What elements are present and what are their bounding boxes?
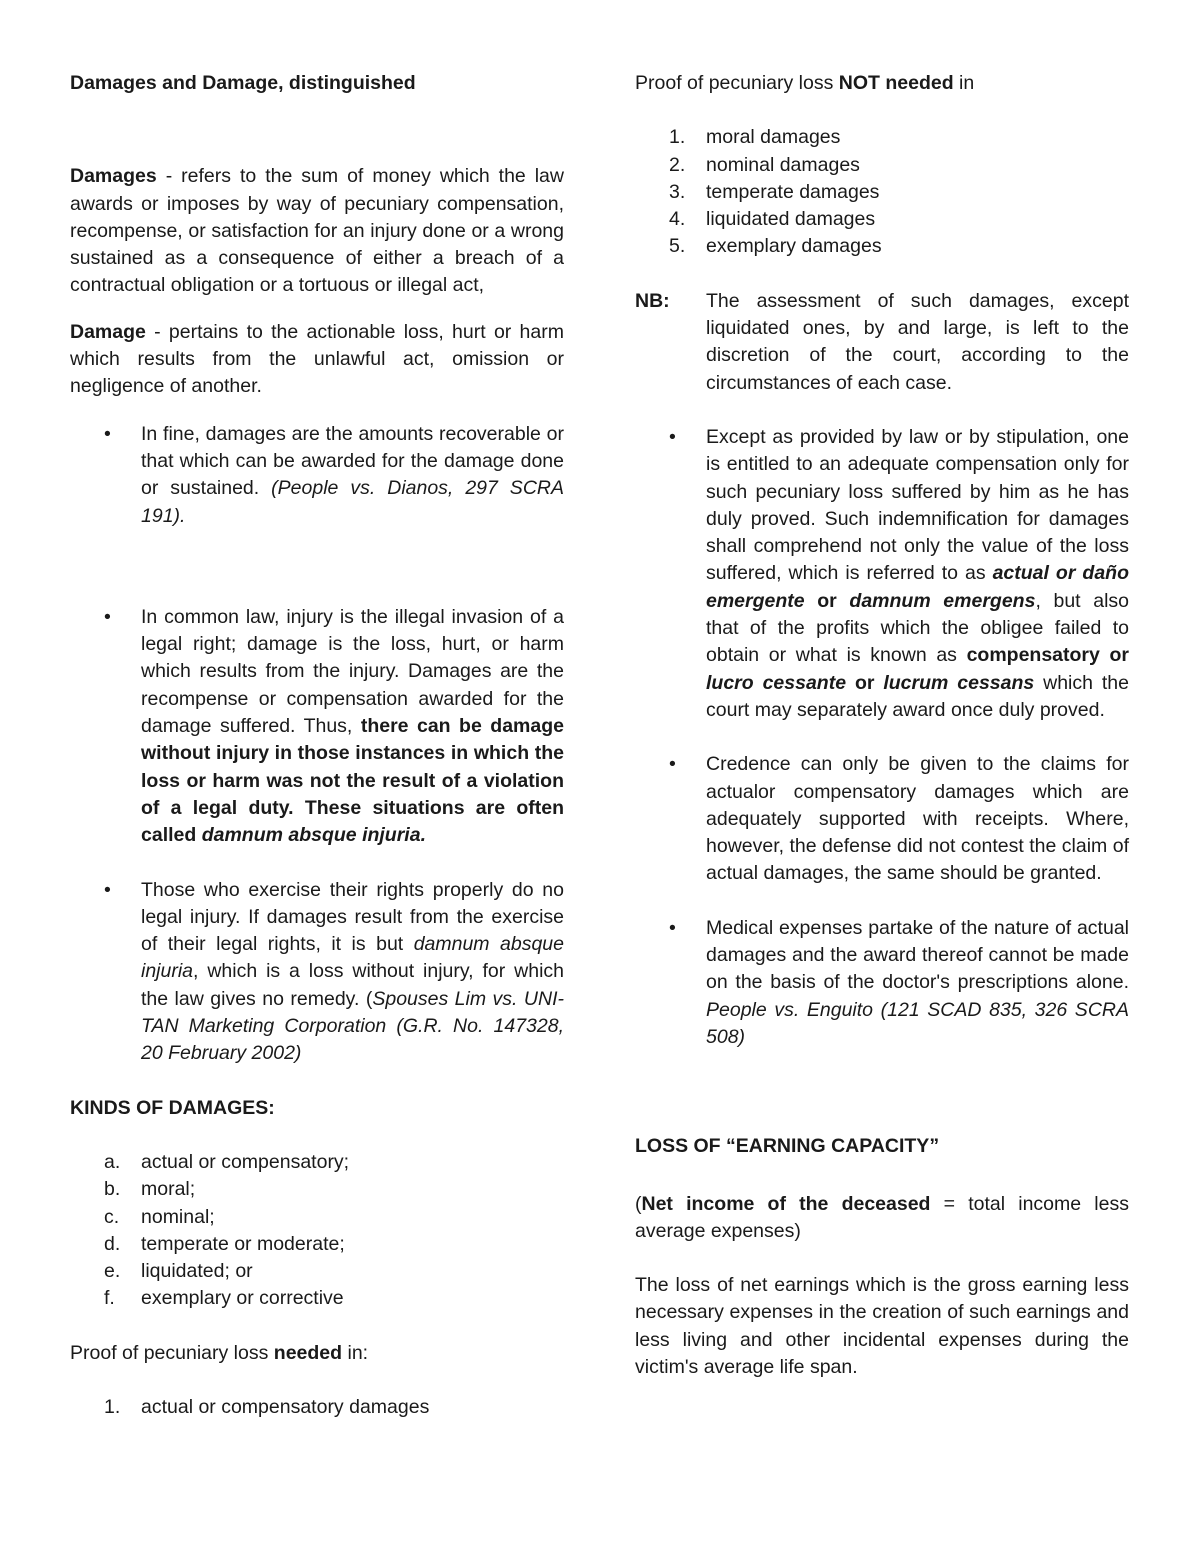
list-item-label: nominal;	[141, 1205, 215, 1228]
not-needed-list	[635, 124, 1129, 260]
list-item-label: moral;	[141, 1178, 196, 1201]
list-item-label: temperate or moderate;	[141, 1232, 345, 1255]
list-marker: a.	[104, 1150, 121, 1173]
list-marker: 3.	[669, 180, 686, 203]
left-column	[70, 70, 564, 1421]
list-item: • In fine, damages are the amounts recoverable or that which can be awarded for the damage done or sustained. (People vs. Dianos, 297 SCRA 191).	[104, 422, 564, 527]
list-item	[635, 152, 1129, 179]
damages-term: Damages	[70, 165, 157, 188]
bullet-icon: •	[104, 605, 111, 628]
list-item	[70, 1176, 564, 1203]
list-item	[70, 1285, 564, 1312]
list-marker: b.	[104, 1178, 121, 1201]
list-item-label: actual or compensatory;	[141, 1150, 350, 1173]
damage-term: Damage	[70, 320, 146, 343]
list-item-label: temperate damages	[706, 180, 880, 203]
list-marker: c.	[104, 1205, 120, 1228]
right-column	[635, 70, 1129, 1381]
bullet-icon: •	[669, 916, 676, 939]
list-item-label: moral damages	[706, 126, 841, 149]
list-marker: 4.	[669, 208, 686, 231]
list-item	[635, 124, 1129, 151]
list-item-label: liquidated; or	[141, 1260, 253, 1283]
proof-needed-heading: Proof of pecuniary loss needed in:	[70, 1341, 369, 1364]
loss-paragraph: The loss of net earnings which is the gross earning less necessary expenses in the creation of such earnings and less living and other incidental expenses during the victim's average life span.	[635, 1274, 1129, 1378]
list-item	[70, 1258, 564, 1285]
list-item: • Except as provided by law or by stipulation, one is entitled to an adequate compensation only for such pecuniary loss suffered by him as he has duly proved. Such indemnification for damages shall comprehend not only the value of the loss suffered, which is referred to as actual or daño emergente or damnum emergens, but also that of the profits which the obligee failed to obtain or what is known as compensatory or lucro cessante or lucrum cessans which the court may separately award once duly proved.	[669, 425, 1130, 721]
list-marker: 1.	[104, 1395, 121, 1418]
list-item	[635, 179, 1129, 206]
list-marker: f.	[104, 1287, 115, 1310]
list-item	[635, 206, 1129, 233]
list-item	[70, 1149, 564, 1176]
damages-definition: Damages - refers to the sum of money which the law awards or imposes by way of pecuniary compensation, recompense, or satisfaction for an injury done or a wrong sustained as a consequence of either a breach of a contractual obligation or a tortuous or illegal act,	[70, 165, 564, 297]
nb-note: NB: The assessment of such damages, except liquidated ones, by and large, is left to the discretion of the court, according to the circumstances of each case.	[635, 289, 1129, 394]
bullet-icon: •	[104, 878, 111, 901]
kinds-heading: KINDS OF DAMAGES:	[70, 1096, 275, 1119]
list-item	[70, 1204, 564, 1231]
proof-not-needed-heading: Proof of pecuniary loss NOT needed in	[635, 72, 975, 94]
list-item: • Medical expenses partake of the nature of actual damages and the award thereof cannot be made on the basis of the doctor's prescriptions alone. People vs. Enguito (121 SCAD 835, 326 SCRA 508)	[669, 916, 1129, 1048]
list-item-label: exemplary damages	[706, 235, 882, 258]
list-item: • In common law, injury is the illegal invasion of a legal right; damage is the loss, hurt, or harm which results from the injury. Damages are the recompense or compensation awarded for the damage suffered. Thus, there can be damage without injury in those instances in which the loss or harm was not the result of a violation of a legal duty. These situations are often called damnum absque injuria.	[104, 605, 564, 847]
list-item-label: liquidated damages	[706, 208, 876, 231]
kinds-list	[70, 1149, 564, 1313]
bullet-icon: •	[104, 422, 111, 445]
list-item: • Credence can only be given to the claims for actualor compensatory damages which are adequately supported with receipts. Where, however, the defense did not contest the claim of actual damages, the same should be granted.	[669, 753, 1129, 885]
bullet-icon: •	[669, 425, 676, 448]
list-item-label: exemplary or corrective	[141, 1287, 344, 1310]
list-item-label: actual or compensatory damages	[141, 1395, 430, 1418]
net-income-formula: (Net income of the deceased = total income less average expenses)	[635, 1192, 1129, 1242]
list-item	[70, 1231, 564, 1258]
list-marker: e.	[104, 1260, 121, 1283]
damage-definition: Damage - pertains to the actionable loss, hurt or harm which results from the unlawful act, omission or negligence of another.	[70, 320, 564, 398]
list-marker: 1.	[669, 126, 686, 149]
list-item	[70, 1394, 564, 1421]
list-item-label: nominal damages	[706, 153, 860, 176]
list-item	[635, 233, 1129, 260]
page-title: Damages and Damage, distinguished	[70, 72, 416, 94]
loss-heading: LOSS OF “EARNING CAPACITY”	[635, 1135, 940, 1158]
needed-list	[70, 1394, 564, 1421]
list-marker: 2.	[669, 153, 686, 176]
bullet-icon: •	[669, 753, 676, 776]
list-item: • Those who exercise their rights properly do no legal injury. If damages result from the exercise of their legal rights, it is but damnum absque injuria, which is a loss without injury, for which the law gives no remedy. (Spouses Lim vs. UNI-TAN Marketing Corporation (G.R. No. 147328, 20 February 2002)	[104, 878, 565, 1065]
nb-label: NB:	[635, 289, 670, 312]
list-marker: d.	[104, 1232, 121, 1255]
list-marker: 5.	[669, 235, 686, 258]
